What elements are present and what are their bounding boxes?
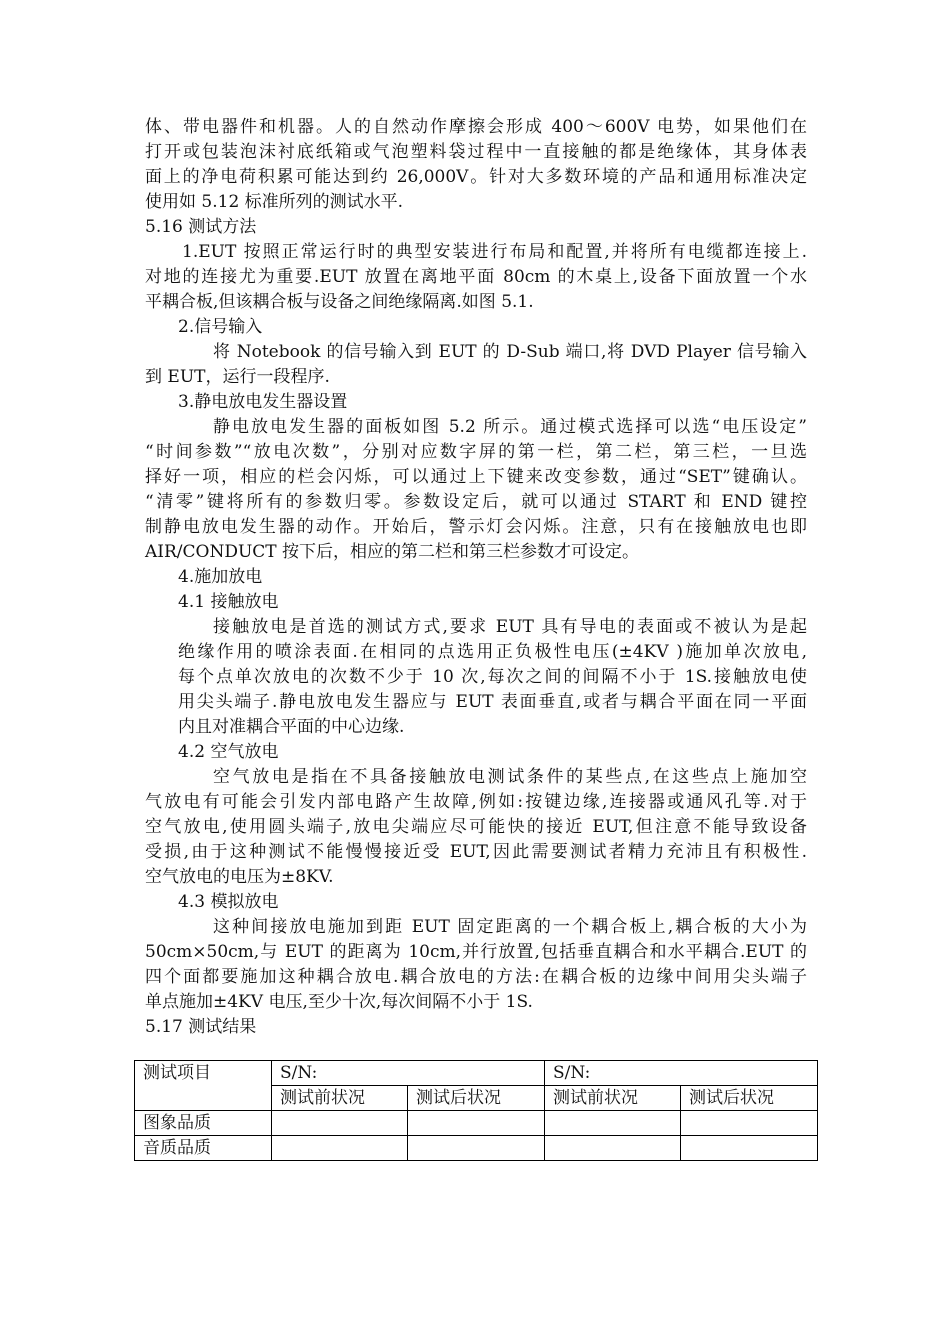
text-line: 用尖头端子.静电放电发生器应与 EUT 表面垂直,或者与耦合平面在同一平面 (178, 692, 807, 712)
text-line: 四个面都要施加这种耦合放电.耦合放电的方法:在耦合板的边缘中间用尖头端子 (145, 967, 807, 987)
table-row-label: 音质品质 (135, 1136, 272, 1161)
subheading-simulated-discharge: 4.3 模拟放电 (178, 892, 279, 912)
text-line: “清零”键将所有的参数归零。参数设定后，就可以通过 START 和 END 键控 (145, 492, 807, 512)
text-line: 打开或包装泡沫衬底纸箱或气泡塑料袋过程中一直接触的都是绝缘体，其身体表 (145, 142, 807, 162)
text-line: 绝缘作用的喷涂表面.在相同的点选用正负极性电压(±4KV )施加单次放电, (178, 642, 807, 662)
table-header-cell: 测试前状况 (545, 1086, 681, 1111)
subheading-signal-input: 2.信号输入 (178, 317, 263, 337)
table-header-cell: 测试前状况 (272, 1086, 408, 1111)
text-line: 择好一项，相应的栏会闪烁，可以通过上下键来改变参数，通过“SET”键确认。 (145, 467, 807, 487)
text-line: 50cm×50cm,与 EUT 的距离为 10cm,并行放置,包括垂直耦合和水平耦合.EUT 的 (145, 942, 807, 962)
table-header-cell: 测试项目 (135, 1061, 272, 1111)
table-header-cell: S/N: (272, 1061, 545, 1086)
subheading-esd-generator-setup: 3.静电放电发生器设置 (178, 392, 348, 412)
text-line: 单点施加±4KV 电压,至少十次,每次间隔不小于 1S. (145, 992, 533, 1012)
subheading-apply-discharge: 4.施加放电 (178, 567, 263, 587)
text-line: 空气放电,使用圆头端子,放电尖端应尽可能快的接近 EUT,但注意不能导致设备 (145, 817, 807, 837)
table-cell (408, 1111, 545, 1136)
text-line: 对地的连接尤为重要.EUT 放置在离地平面 80cm 的木桌上,设备下面放置一个水 (145, 267, 807, 287)
section-heading-5-16: 5.16 测试方法 (145, 217, 257, 237)
table-header-cell: 测试后状况 (681, 1086, 818, 1111)
text-line: 面上的净电荷积累可能达到约 26,000V。针对大多数环境的产品和通用标准决定 (145, 167, 807, 187)
text-line: 气放电有可能会引发内部电路产生故障,例如:按键边缘,连接器或通风孔等.对于 (145, 792, 807, 812)
text-line: 空气放电的电压为±8KV. (145, 867, 334, 887)
text-line: AIR/CONDUCT 按下后，相应的第二栏和第三栏参数才可设定。 (145, 542, 640, 562)
table-cell (681, 1136, 818, 1161)
table-header-cell: 测试后状况 (408, 1086, 545, 1111)
text-line: 空气放电是指在不具备接触放电测试条件的某些点,在这些点上施加空 (213, 767, 807, 787)
text-line: 内且对准耦合平面的中心边缘. (178, 717, 405, 737)
text-line: 到 EUT，运行一段程序. (145, 367, 330, 387)
subheading-air-discharge: 4.2 空气放电 (178, 742, 279, 762)
table-row (135, 1111, 818, 1136)
text-line: 使用如 5.12 标准所列的测试水平. (145, 192, 404, 212)
test-results-table (134, 1060, 818, 1161)
section-heading-5-17: 5.17 测试结果 (145, 1017, 257, 1037)
table-cell (272, 1111, 408, 1136)
subheading-contact-discharge: 4.1 接触放电 (178, 592, 279, 612)
text-line: 接触放电是首选的测试方式,要求 EUT 具有导电的表面或不被认为是起 (213, 617, 807, 637)
text-line: 静电放电发生器的面板如图 5.2 所示。通过模式选择可以选“电压设定” (213, 417, 807, 437)
table-cell (545, 1111, 681, 1136)
table-header-cell: S/N: (545, 1061, 818, 1086)
text-line: 平耦合板,但该耦合板与设备之间绝缘隔离.如图 5.1. (145, 292, 534, 312)
table-cell (545, 1136, 681, 1161)
text-line: 受损,由于这种测试不能慢慢接近受 EUT,因此需要测试者精力充沛且有积极性. (145, 842, 807, 862)
table-cell (272, 1136, 408, 1161)
text-line: “时间参数”“放电次数”，分别对应数字屏的第一栏，第二栏，第三栏，一旦选 (145, 442, 807, 462)
table-row-label: 图象品质 (135, 1111, 272, 1136)
table-row (135, 1136, 818, 1161)
text-line: 体、带电器件和机器。人的自然动作摩擦会形成 400～600V 电势，如果他们在 (145, 117, 807, 137)
text-line: 制静电放电发生器的动作。开始后，警示灯会闪烁。注意，只有在接触放电也即 (145, 517, 807, 537)
text-line: 将 Notebook 的信号输入到 EUT 的 D-Sub 端口,将 DVD Player 信号输入 (213, 342, 807, 362)
text-line: 每个点单次放电的次数不少于 10 次,每次之间的间隔不小于 1S.接触放电使 (178, 667, 807, 687)
text-line: 这种间接放电施加到距 EUT 固定距离的一个耦合板上,耦合板的大小为 (213, 917, 807, 937)
table-cell (408, 1136, 545, 1161)
table-cell (681, 1111, 818, 1136)
text-line: 1.EUT 按照正常运行时的典型安装进行布局和配置,并将所有电缆都连接上. (182, 242, 807, 262)
table-row (135, 1061, 818, 1086)
